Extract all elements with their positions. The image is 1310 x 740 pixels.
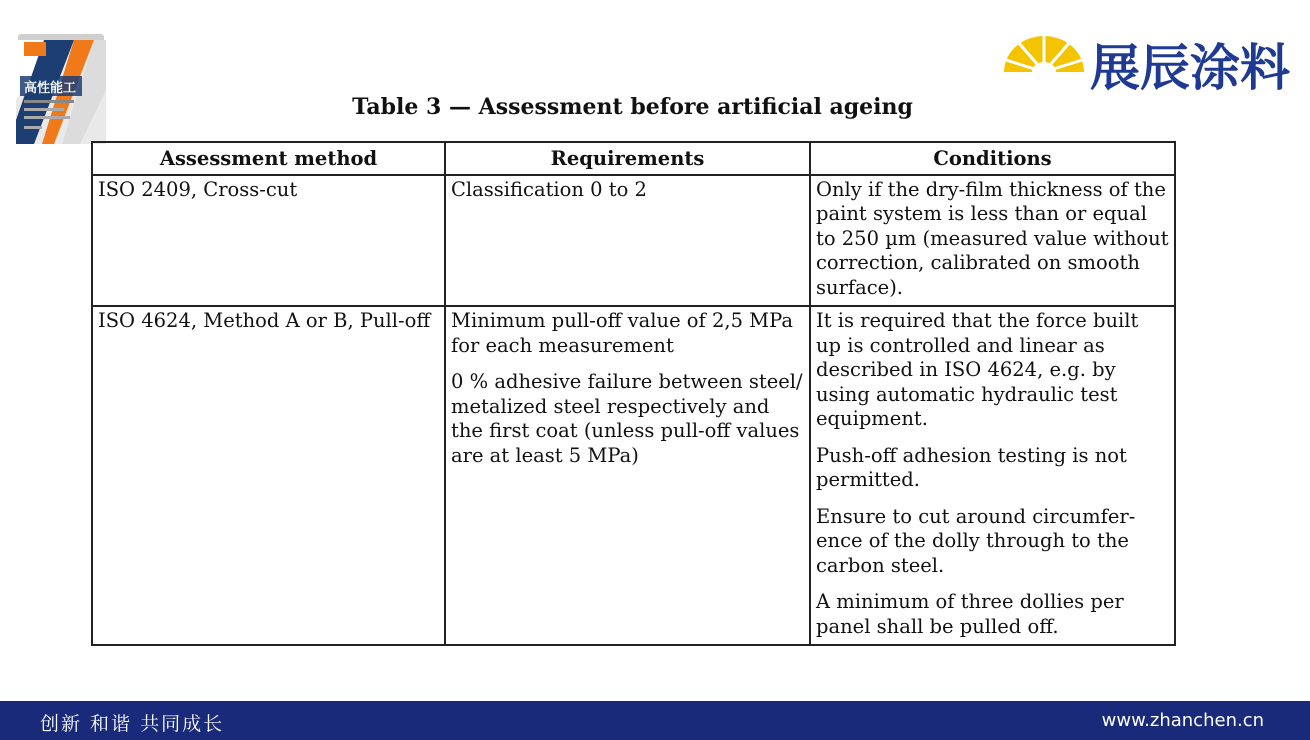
footer-bar xyxy=(0,701,1310,740)
method-text: ISO 4624, Method A or B, Pull-off xyxy=(98,309,431,332)
requirement-text: 0 % adhesive failure between steel/ metalized steel respectively and the first coat (unless pull-off values are at least 5 MPa) xyxy=(451,370,803,467)
condition-text: It is required that the force built up is controlled and linear as described in ISO 4624, e.g. by using automatic hydraulic test equipment. xyxy=(816,309,1139,430)
footer-url-link[interactable]: www.zhanchen.cn xyxy=(1101,710,1264,731)
header-assessment-method: Assessment method xyxy=(92,142,445,175)
sun-logo-icon xyxy=(1002,34,1086,102)
method-text: ISO 2409, Cross-cut xyxy=(98,177,298,201)
brand-logo xyxy=(1002,34,1292,102)
cell-requirements xyxy=(445,175,810,307)
requirement-text: Minimum pull-off value of 2,5 MPa for each measurement xyxy=(451,309,794,357)
condition-text: Ensure to cut around circumfer-ence of the dolly through to the carbon steel. xyxy=(816,504,1136,577)
cell-requirements xyxy=(445,306,810,645)
condition-text: Only if the dry-film thickness of the paint system is less than or equal to 250 µm (measured value without correction, calibrated on smooth surface). xyxy=(816,177,1169,299)
brand-logo-text: 展辰涂料 xyxy=(1090,39,1290,97)
footer-slogan: 创新 和谐 共同成长 xyxy=(40,713,225,735)
assessment-table xyxy=(91,141,1176,646)
cell-conditions xyxy=(810,175,1175,307)
requirement-text: Classification 0 to 2 xyxy=(451,177,647,201)
table-title: Table 3 — Assessment before artificial ageing xyxy=(352,94,913,120)
cell-method xyxy=(92,175,445,307)
header-conditions: Conditions xyxy=(810,142,1175,175)
can-product-label: 高性能工 xyxy=(24,81,77,96)
header-requirements: Requirements xyxy=(445,142,810,175)
cell-method xyxy=(92,306,445,645)
cell-conditions xyxy=(810,306,1175,645)
table-header-row xyxy=(92,142,1175,175)
table-row xyxy=(92,175,1175,307)
condition-text: Push-off adhesion testing is not permitted. xyxy=(816,443,1127,491)
paint-can-image xyxy=(14,30,110,146)
condition-text: A minimum of three dollies per panel shall be pulled off. xyxy=(816,590,1124,638)
table-row xyxy=(92,306,1175,645)
